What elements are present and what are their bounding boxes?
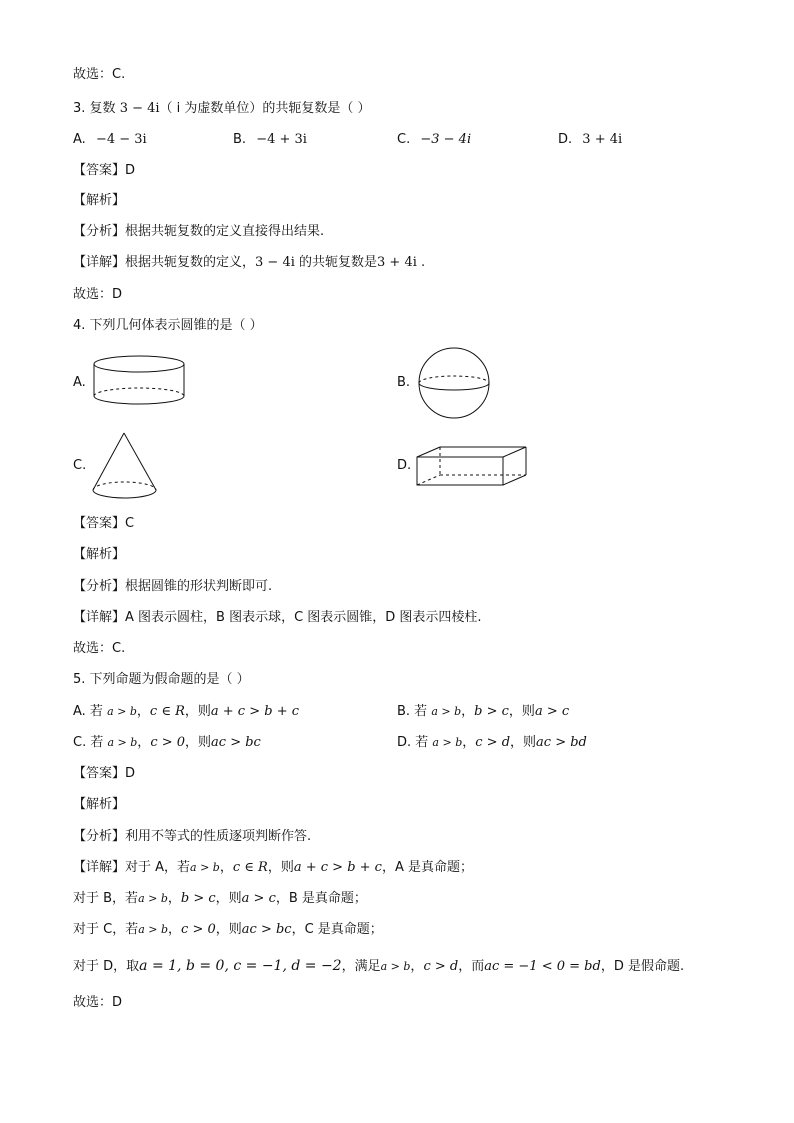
q5-detail-a-pre: 【详解】对于 A，若	[73, 860, 191, 875]
q5-detail-b-cond1: a > b	[138, 892, 168, 905]
q4-analysis-head: 【解析】	[73, 547, 126, 562]
q3-analysis-head: 【解析】	[73, 193, 126, 208]
q3-option-c-expr: −3 − 4i	[420, 132, 472, 147]
q5-option-a-label: A. 若	[73, 704, 103, 719]
q5-option-d-sep: ，	[462, 735, 476, 750]
q3-stem-expr: 3 − 4i	[119, 101, 160, 116]
q4-option-c-label: C.	[73, 458, 87, 473]
q5-detail-b-post: ，B 是真命题；	[275, 891, 367, 906]
q4-stem: 4. 下列几何体表示圆锥的是（ ）	[73, 318, 263, 333]
q3-option-c-label: C.	[397, 132, 411, 147]
q5-option-d-cond2: c > d	[475, 735, 511, 750]
q5-detail-a-sep: ，	[219, 860, 233, 875]
q5-detail-d-cond2: c > d	[423, 959, 459, 974]
q5-detail-c	[73, 921, 383, 939]
q5-detail-c-cond1: a > b	[138, 923, 169, 936]
q5-detail-d-mid: ，满足	[341, 959, 381, 974]
q5-detail-a	[73, 859, 473, 877]
q5-option-c-result: ac > bc	[211, 735, 261, 750]
q3-analysis: 【分析】根据共轭复数的定义直接得出结果.	[73, 224, 325, 239]
q5-option-b-cond2: b > c	[474, 704, 509, 719]
q5-detail-d-result: ac = −1 < 0 = bd	[484, 959, 601, 974]
q4-option-b-label: B.	[397, 375, 411, 390]
q5-option-d-result: ac > bd	[536, 735, 587, 750]
q5-detail-a-cond2: c ∈ R	[232, 860, 268, 875]
q5-detail-a-post: ，A 是真命题；	[381, 860, 473, 875]
q5-detail-b-pre: 对于 B，若	[73, 891, 139, 906]
q5-option-d-then: ，则	[510, 735, 537, 750]
q5-detail-d-sep: ，	[410, 959, 424, 974]
q3-detail-pre: 【详解】根据共轭复数的定义，	[73, 255, 256, 270]
q3-option-d-label: D.	[558, 132, 573, 147]
q5-option-d	[397, 734, 587, 752]
q4-detail: 【详解】A 图表示圆柱，B 图表示球，C 图表示圆锥，D 图表示四棱柱.	[73, 610, 482, 625]
q5-detail-c-pre: 对于 C，若	[73, 922, 139, 937]
q5-option-b-cond1: a > b	[431, 705, 462, 718]
q5-stem: 5. 下列命题为假命题的是（ ）	[73, 672, 250, 687]
q5-option-c-label: C. 若	[73, 735, 104, 750]
q5-detail-c-cond2: c > 0	[181, 922, 216, 937]
sphere-figure	[414, 345, 494, 421]
q5-detail-a-then: ，则	[267, 860, 294, 875]
prism-figure	[414, 444, 530, 488]
q3-detail	[73, 254, 425, 272]
q5-detail-d-values: a = 1, b = 0, c = −1, d = −2	[139, 958, 342, 974]
q5-option-c	[73, 734, 261, 752]
q3-conclusion: 故选：D	[73, 287, 123, 302]
q3-stem-paren: （ i 为虚数单位）的共轭复数是（ ）	[159, 101, 371, 116]
q3-option-b-label: B.	[233, 132, 247, 147]
q3-detail-expr1: 3 − 4i	[255, 255, 295, 270]
q5-option-c-then: ，则	[185, 735, 212, 750]
q5-detail-b-then: ，则	[215, 891, 242, 906]
q4-conclusion: 故选：C.	[73, 641, 126, 656]
q3-answer: 【答案】D	[73, 163, 136, 178]
q3-option-b-expr: −4 + 3i	[256, 132, 307, 147]
q5-detail-d-post: ，D 是假命题.	[600, 959, 685, 974]
q5-option-a-result: a + c > b + c	[210, 704, 299, 719]
q5-option-d-cond1: a > b	[432, 736, 463, 749]
q5-option-a-cond1: a > b	[107, 705, 137, 718]
q3-option-d-expr: 3 + 4i	[582, 132, 623, 147]
q5-detail-a-cond1: a > b	[190, 861, 220, 874]
q5-option-a-then: ，则	[184, 704, 211, 719]
q4-option-a-label: A.	[73, 375, 86, 390]
q5-analysis: 【分析】利用不等式的性质逐项判断作答.	[73, 829, 312, 844]
q5-detail-d-cond1: a > b	[380, 960, 411, 973]
q5-detail-b-sep: ，	[167, 891, 181, 906]
q4-analysis: 【分析】根据圆锥的形状判断即可.	[73, 579, 273, 594]
q5-option-c-cond2: c > 0	[150, 735, 186, 750]
q5-option-b-sep: ，	[461, 704, 475, 719]
q5-option-b-then: ，则	[508, 704, 535, 719]
q3-option-a-expr: −4 − 3i	[95, 132, 147, 147]
q5-option-c-cond1: a > b	[107, 736, 138, 749]
q5-detail-c-then: ，则	[215, 922, 242, 937]
q3-option-c	[397, 131, 471, 149]
q3-detail-post: .	[416, 255, 426, 270]
q4-answer: 【答案】C	[73, 516, 135, 531]
q5-option-b-label: B. 若	[397, 704, 428, 719]
q5-detail-b	[73, 890, 367, 908]
q3-stem-prefix: 3. 复数	[73, 101, 116, 116]
q5-detail-d-but: ，而	[458, 959, 485, 974]
q3-option-a	[73, 131, 147, 149]
q5-option-b-result: a > c	[534, 704, 570, 719]
cone-figure	[90, 430, 162, 504]
q5-option-b	[397, 703, 569, 721]
q5-detail-d-pre: 对于 D，取	[73, 959, 140, 974]
q5-option-c-sep: ，	[137, 735, 151, 750]
q5-option-a-cond2: c ∈ R	[149, 704, 185, 719]
q4-option-d-label: D.	[397, 458, 412, 473]
q5-detail-d	[73, 957, 684, 976]
prev-conclusion: 故选：C.	[73, 67, 126, 82]
q5-detail-b-result: a > c	[241, 891, 276, 906]
q5-option-a-sep: ，	[136, 704, 150, 719]
q3-detail-expr2: 3 + 4i	[377, 255, 417, 270]
q5-option-d-label: D. 若	[397, 735, 429, 750]
q5-conclusion: 故选：D	[73, 995, 123, 1010]
q3-option-b	[233, 131, 307, 149]
q3-option-d	[558, 131, 622, 149]
q5-detail-c-post: ，C 是真命题；	[291, 922, 383, 937]
q5-option-a	[73, 703, 299, 721]
q5-answer: 【答案】D	[73, 766, 136, 781]
q5-analysis-head: 【解析】	[73, 797, 126, 812]
q5-detail-b-cond2: b > c	[180, 891, 216, 906]
q3-detail-mid: 的共轭复数是	[294, 255, 378, 270]
q3-option-a-label: A.	[73, 132, 86, 147]
q5-detail-a-result: a + c > b + c	[293, 860, 382, 875]
q5-detail-c-sep: ，	[168, 922, 182, 937]
cylinder-figure	[90, 354, 190, 412]
q5-detail-c-result: ac > bc	[241, 922, 292, 937]
q3-stem	[73, 100, 371, 118]
